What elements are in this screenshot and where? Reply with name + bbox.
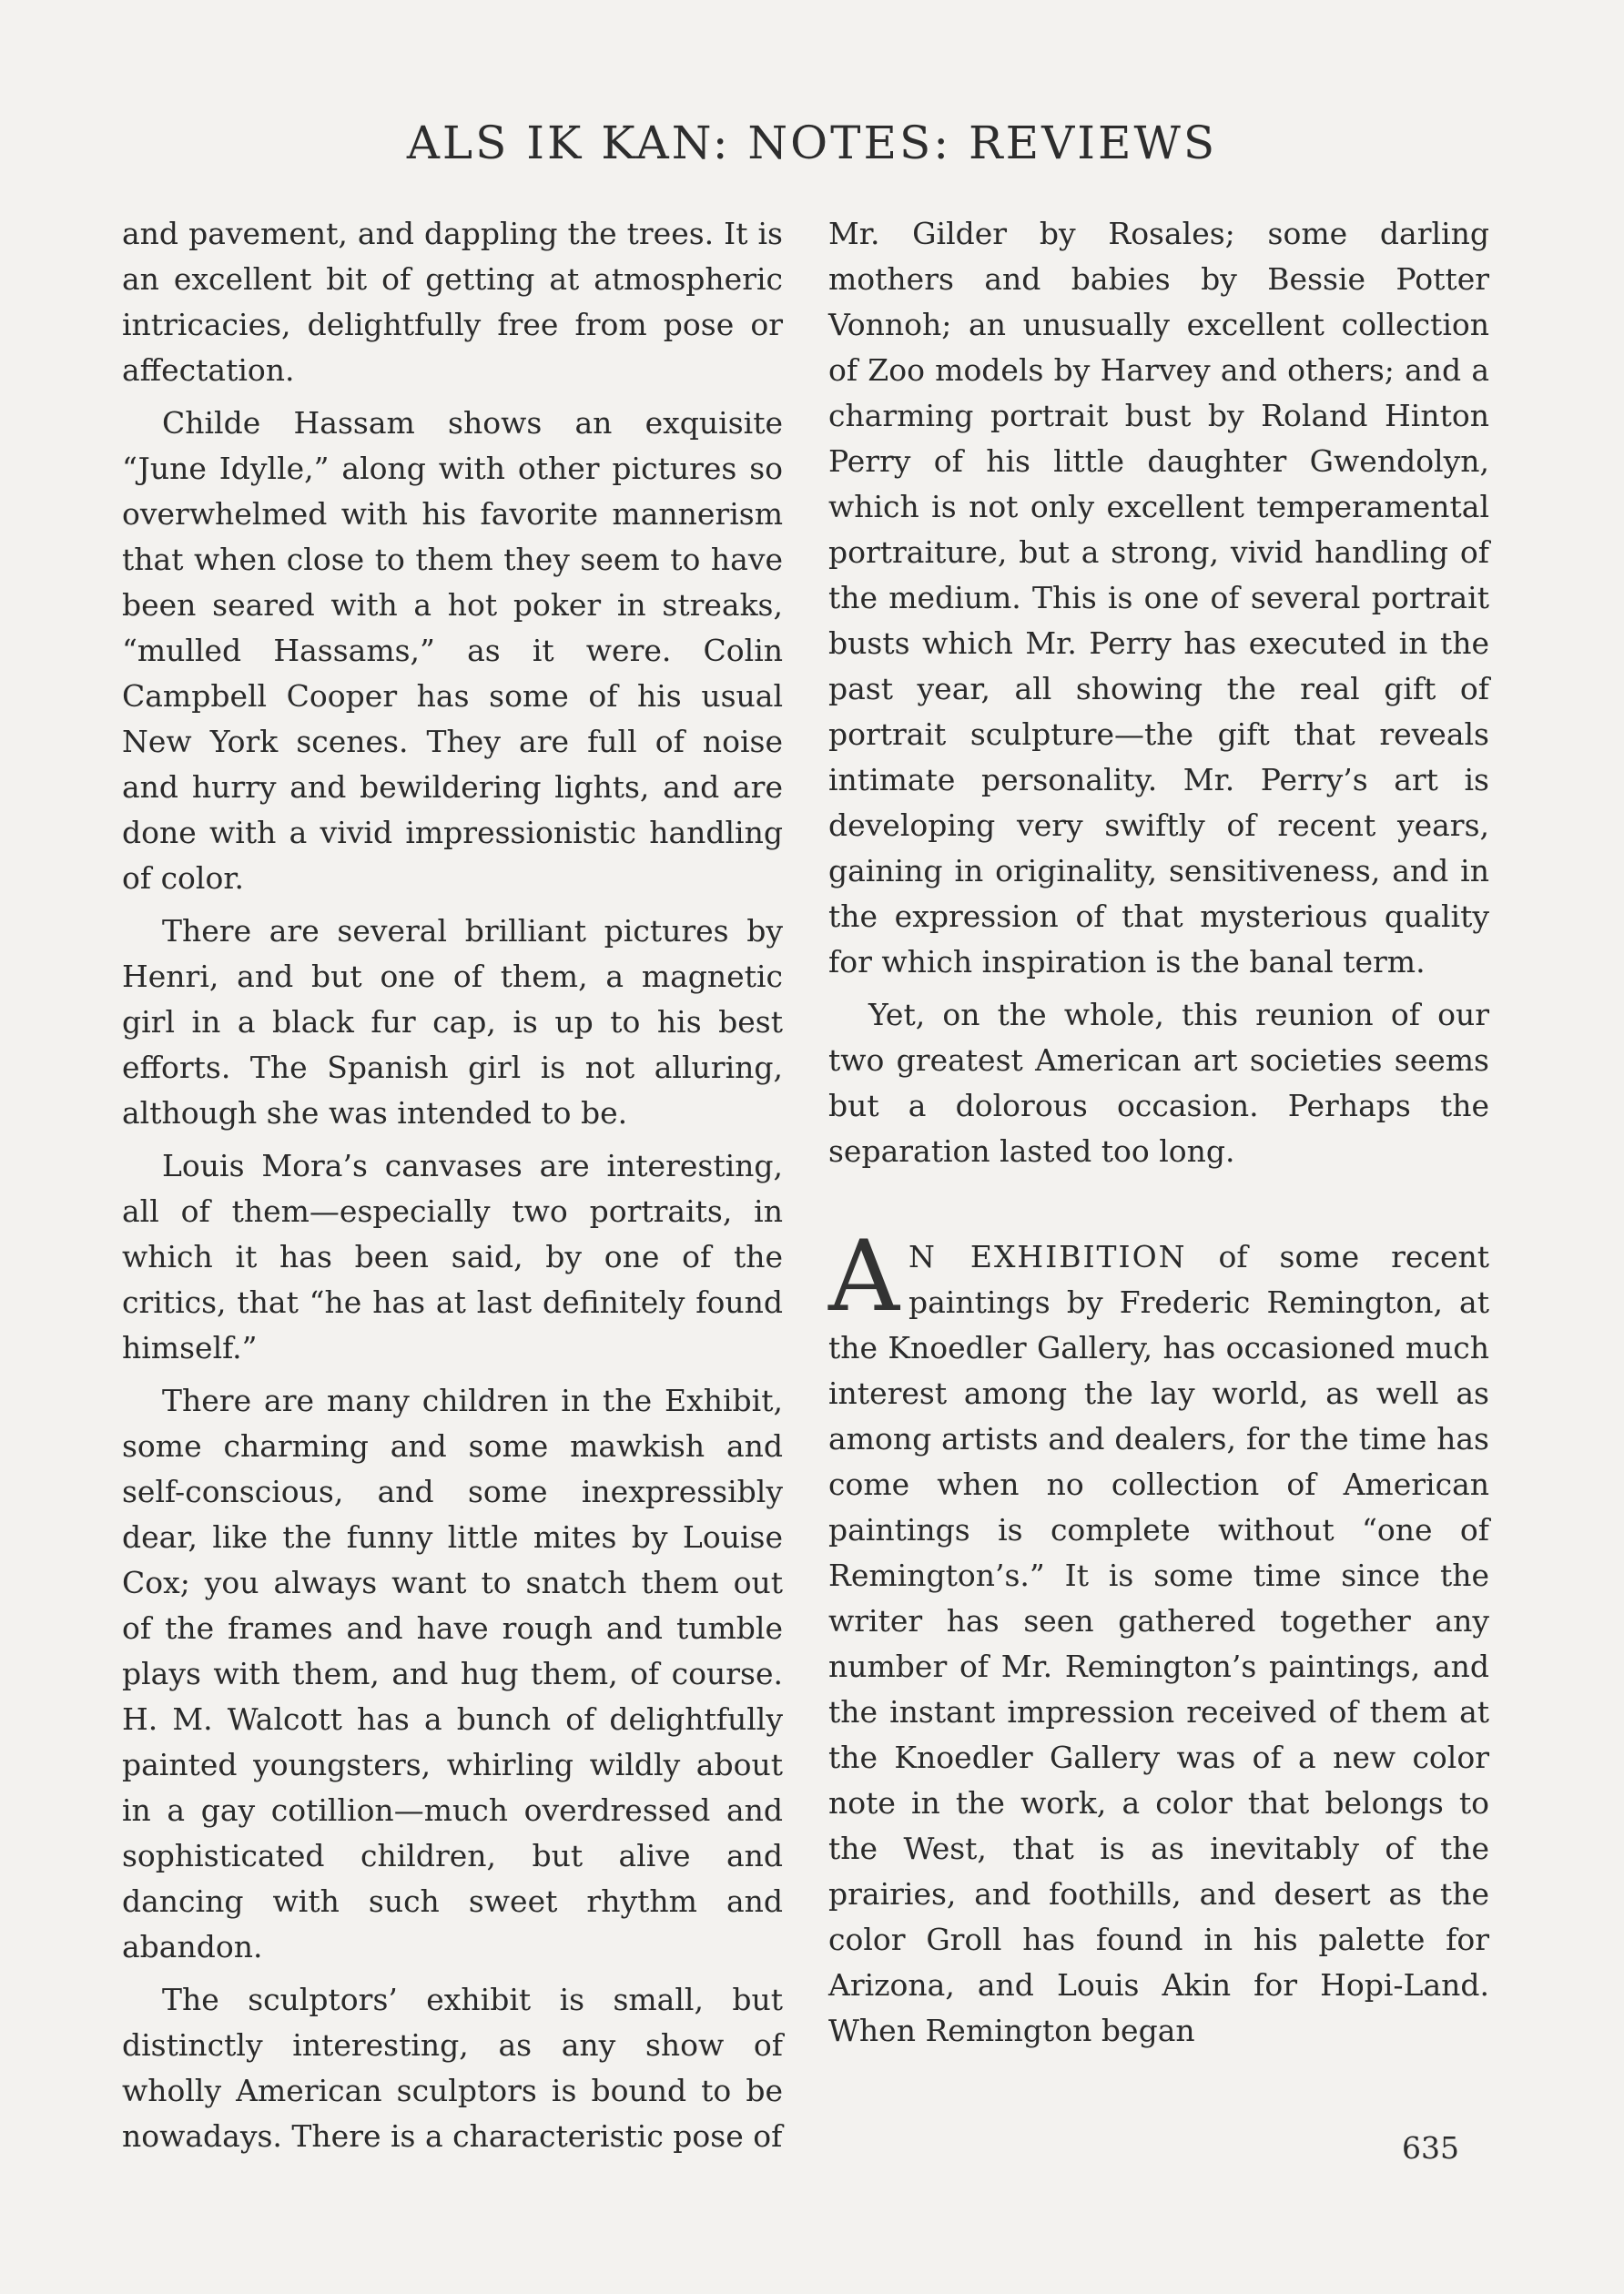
page-number: 635	[1402, 2130, 1459, 2166]
section-break	[828, 1182, 1489, 1234]
right-paragraph-1: Mr. Gilder by Rosales; some darling mothers and babies by Bessie Potter Vonnoh; an unusually excellent collection of Zoo models by Harvey and others; and a charming portrait bust by Roland Hinton Perry of his little daughter Gwendolyn, which is not only excellent temperamental portraiture, but a strong, vivid handling of the medium. This is one of several portrait busts which Mr. Perry has executed in the past year, all showing the real gift of portrait sculpture—the gift that reveals intimate personality. Mr. Perry’s art is developing very swiftly of recent years, gaining in originality, sensitiveness, and in the expression of that mysterious quality for which inspiration is the banal term.	[828, 216, 1489, 980]
running-head-title: ALS IK KAN: NOTES: REVIEWS	[406, 117, 1218, 169]
left-paragraph-2: Childe Hassam shows an exquisite “June Idylle,” along with other pictures so overwhelmed with his favorite mannerism that when close to them they seem to have been seared with a hot poker in streaks, “mulled Hassams,” as it were. Colin Campbell Cooper has some of his usual New York scenes. They are full of noise and hurry and bewildering lights, and are done with a vivid impressionistic handling of color.	[122, 405, 783, 896]
right-paragraph-2: Yet, on the whole, this reunion of our two greatest American art societies seems but a dolorous occasion. Perhaps the separation lasted too long.	[828, 997, 1489, 1169]
left-paragraph-3: There are several brilliant pictures by Henri, and but one of them, a magnetic girl in a black fur cap, is up to his best efforts. The Spanish girl is not alluring, although she was intended to be.	[122, 913, 783, 1131]
right-column	[828, 211, 1489, 2054]
remington-section-paragraph	[828, 1220, 1489, 2054]
left-paragraph-4: Louis Mora’s canvases are interesting, all of them—especially two portraits, in which it has been said, by one of the critics, that “he has at last definitely found himself.”	[122, 1148, 783, 1365]
left-paragraph-1: and pavement, and dappling the trees. It is an excellent bit of getting at atmospheric intricacies, delightfully free from pose or affectation.	[122, 216, 783, 388]
left-paragraph-6: The sculptors’ exhibit is small, but distinctly interesting, as any show of wholly American sculptors is bound to be nowadays. There is a characteristic pose of	[122, 1982, 783, 2154]
left-column	[122, 211, 783, 2159]
section-body-text: of some recent paintings by Frederic Remington, at the Knoedler Gallery, has occasioned much interest among the lay world, as well as among artists and dealers, for the time has come when no collection of American paintings is complete without “one of Remington’s.” It is some time since the writer has seen gathered together any number of Mr. Remington’s paintings, and the instant impression received of them at the Knoedler Gallery was of a new color note in the work, a color that belongs to the West, that is as inevitably of the prairies, and foothills, and desert as the color Groll has found in his palette for Arizona, and Louis Akin for Hopi-Land. When Remington began	[828, 1239, 1489, 2048]
lead-in-caps: N EXHIBITION	[908, 1239, 1187, 1274]
left-paragraph-5: There are many children in the Exhibit, some charming and some mawkish and self-conscious, and some inexpressibly dear, like the funny little mites by Louise Cox; you always want to snatch them out of the frames and have rough and tumble plays with them, and hug them, of course. H. M. Walcott has a bunch of delightfully painted youngsters, whirling wildly about in a gay cotillion—much overdressed and sophisticated children, but alive and dancing with such sweet rhythm and abandon.	[122, 1383, 783, 1964]
drop-cap: A	[828, 1220, 899, 1334]
